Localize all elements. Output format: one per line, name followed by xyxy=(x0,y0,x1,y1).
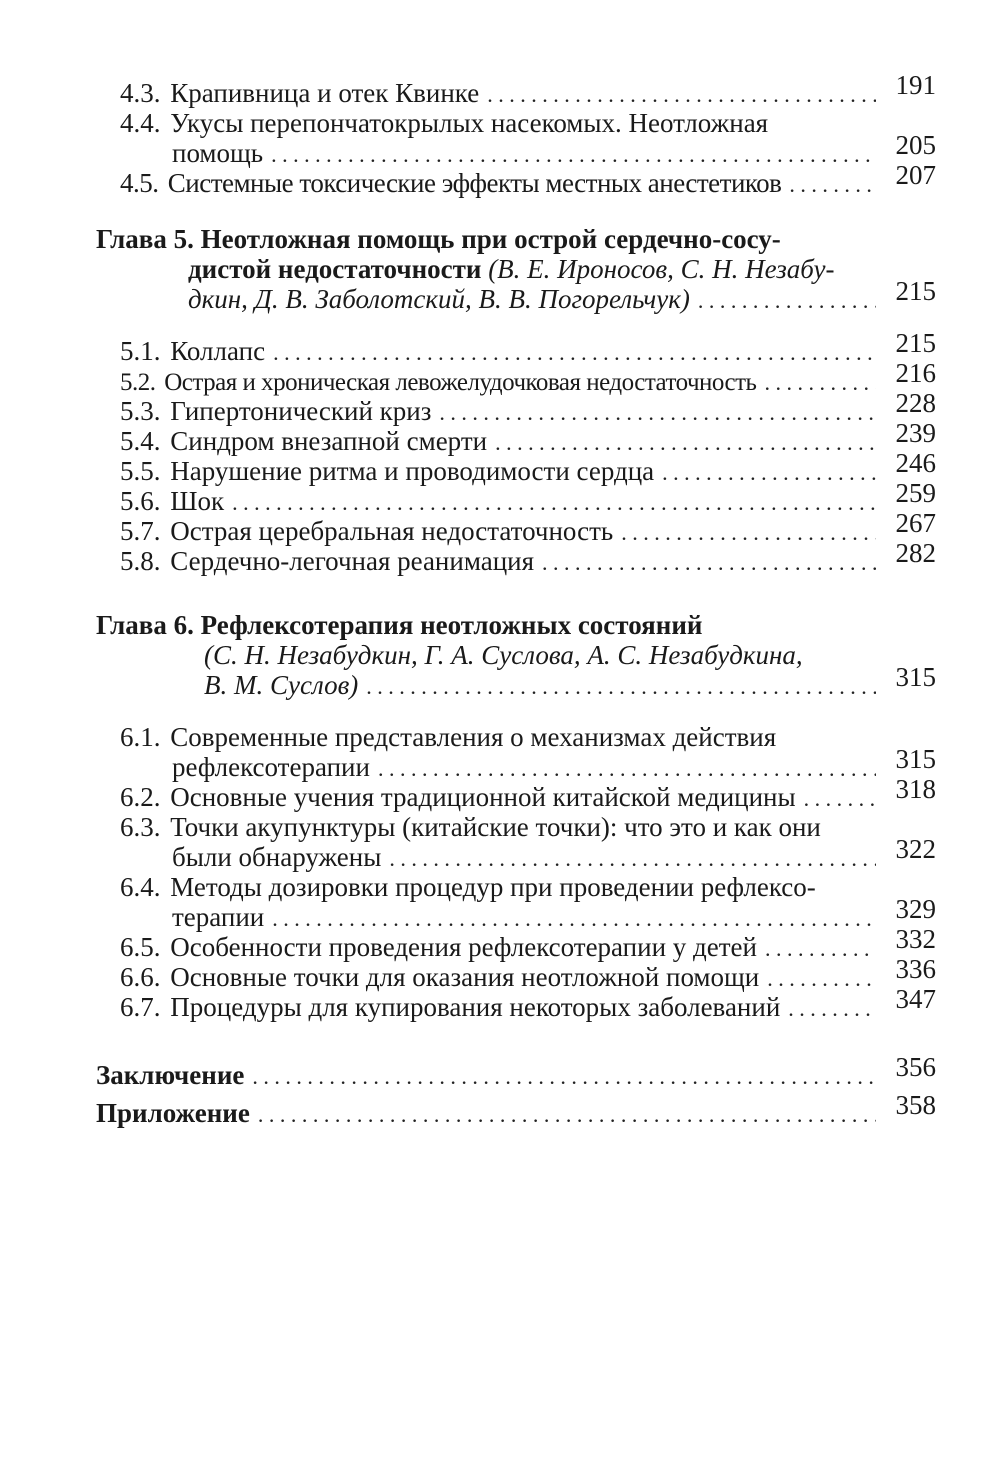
toc-entry-5-3 xyxy=(96,388,936,426)
page-number: 318 xyxy=(895,774,936,804)
page-number: 191 xyxy=(895,70,936,100)
toc-entry-6-2 xyxy=(96,774,936,812)
page-number: 205 xyxy=(895,130,936,160)
section-title-line2: были обнаружены xyxy=(172,842,382,872)
dot-leader xyxy=(698,286,876,316)
section-number: 5.7. xyxy=(120,516,161,546)
chapter-authors-line1: (С. Н. Незабудкин, Г. А. Суслова, А. С. Незабудкина, xyxy=(204,640,803,670)
dot-leader xyxy=(439,398,876,428)
chapter-title-line2: дистой недостаточности xyxy=(188,254,482,284)
dot-leader xyxy=(767,964,876,994)
section-title-line2: рефлексотерапии xyxy=(172,752,370,782)
section-title: Особенности проведения рефлексотерапии у детей xyxy=(170,932,757,962)
section-title-line2: терапии xyxy=(172,902,265,932)
section-title: Основные точки для оказания неотложной помощи xyxy=(170,962,760,992)
toc-entry-5-6 xyxy=(96,478,936,516)
section-title: Системные токсические эффекты местных анестетиков xyxy=(167,168,782,198)
dot-leader xyxy=(232,488,876,518)
table-of-contents xyxy=(96,70,936,1132)
dot-leader xyxy=(662,458,876,488)
page-number: 215 xyxy=(895,328,936,358)
chapter-6-heading xyxy=(96,610,936,640)
section-number: 4.3. xyxy=(120,78,161,108)
chapter-title-line1: Рефлексотерапия неотложных состояний xyxy=(200,610,703,640)
chapter-5-heading-cont xyxy=(96,254,936,284)
section-title: Приложение xyxy=(96,1098,250,1128)
toc-entry-4-4-cont xyxy=(96,130,936,168)
toc-entry-6-6 xyxy=(96,954,936,992)
section-title-line1: Современные представления о механизмах действия xyxy=(170,722,777,752)
toc-entry-6-1 xyxy=(96,722,936,752)
page-number: 332 xyxy=(895,924,936,954)
dot-leader xyxy=(495,428,876,458)
toc-entry-6-4-cont xyxy=(96,894,936,932)
section-title: Коллапс xyxy=(170,336,266,366)
section-title: Крапивница и отек Квинке xyxy=(170,78,480,108)
page-number: 267 xyxy=(895,508,936,538)
section-title: Основные учения традиционной китайской медицины xyxy=(170,782,796,812)
page-number: 259 xyxy=(895,478,936,508)
page-number: 216 xyxy=(895,358,936,388)
section-number: 6.1. xyxy=(120,722,161,752)
chapter-authors-line2: В. М. Суслов) xyxy=(204,670,359,700)
toc-entry-5-5 xyxy=(96,448,936,486)
section-title: Заключение xyxy=(96,1060,245,1090)
dot-leader xyxy=(621,518,876,548)
dot-leader xyxy=(804,784,876,814)
dot-leader xyxy=(252,1058,876,1096)
toc-entry-6-5 xyxy=(96,924,936,962)
dot-leader xyxy=(271,140,876,170)
page-number: 358 xyxy=(895,1090,936,1120)
section-title: Острая церебральная недостаточность xyxy=(170,516,614,546)
toc-entry-appendix xyxy=(96,1090,936,1132)
chapter-5-authors xyxy=(96,276,936,314)
section-number: 6.3. xyxy=(120,812,161,842)
section-title-line2: помощь xyxy=(172,138,264,168)
dot-leader xyxy=(542,548,876,578)
chapter-authors-line1: (В. Е. Ироносов, С. Н. Незабу- xyxy=(488,254,835,284)
page-number: 329 xyxy=(895,894,936,924)
toc-entry-5-4 xyxy=(96,418,936,456)
dot-leader xyxy=(273,338,876,368)
toc-entry-4-4 xyxy=(96,108,936,138)
dot-leader xyxy=(765,934,876,964)
section-number: 5.5. xyxy=(120,456,161,486)
chapter-6-authors-line1 xyxy=(96,640,936,670)
chapter-6-authors-line2 xyxy=(96,662,936,700)
page-number: 282 xyxy=(895,538,936,568)
page-number: 315 xyxy=(895,662,936,692)
dot-leader xyxy=(378,754,876,784)
chapter-5-heading xyxy=(96,224,936,254)
toc-entry-6-7 xyxy=(96,984,936,1022)
section-title: Сердечно-легочная реанимация xyxy=(170,546,535,576)
toc-entry-5-7 xyxy=(96,508,936,546)
section-title: Процедуры для купирования некоторых заболеваний xyxy=(170,992,781,1022)
toc-entry-5-2 xyxy=(96,358,936,396)
toc-entry-6-3-cont xyxy=(96,834,936,872)
dot-leader xyxy=(389,844,876,874)
dot-leader xyxy=(366,672,876,702)
dot-leader xyxy=(789,170,876,200)
page-number: 228 xyxy=(895,388,936,418)
page-number: 322 xyxy=(895,834,936,864)
toc-entry-4-3 xyxy=(96,70,936,108)
toc-entry-conclusion xyxy=(96,1052,936,1094)
chapter-label: Глава 6. xyxy=(96,610,194,640)
section-number: 5.1. xyxy=(120,336,161,366)
section-title-line1: Укусы перепончатокрылых насекомых. Неотложная xyxy=(170,108,769,138)
page-number: 356 xyxy=(895,1052,936,1082)
section-number: 5.2. xyxy=(120,369,156,396)
section-title: Синдром внезапной смерти xyxy=(170,426,488,456)
dot-leader xyxy=(258,1096,876,1134)
toc-entry-5-1 xyxy=(96,328,936,366)
page-number: 246 xyxy=(895,448,936,478)
section-number: 4.5. xyxy=(120,168,159,198)
page-number: 207 xyxy=(895,160,936,190)
section-number: 5.6. xyxy=(120,486,161,516)
section-number: 6.4. xyxy=(120,872,161,902)
page-number: 215 xyxy=(895,276,936,306)
section-title: Нарушение ритма и проводимости сердца xyxy=(170,456,655,486)
section-title: Гипертонический криз xyxy=(170,396,432,426)
chapter-label: Глава 5. xyxy=(96,224,194,254)
section-number: 6.7. xyxy=(120,992,161,1022)
page-number: 315 xyxy=(895,744,936,774)
section-title-line1: Методы дозировки процедур при проведении рефлексо- xyxy=(170,872,816,902)
toc-entry-4-5 xyxy=(96,160,936,198)
dot-leader xyxy=(764,368,876,398)
toc-entry-6-4 xyxy=(96,872,936,902)
section-title: Шок xyxy=(170,486,225,516)
dot-leader xyxy=(272,904,876,934)
section-number: 5.4. xyxy=(120,426,161,456)
dot-leader xyxy=(487,80,876,110)
section-title-line1: Точки акупунктуры (китайские точки): что это и как они xyxy=(170,812,821,842)
section-number: 5.3. xyxy=(120,396,161,426)
section-number: 4.4. xyxy=(120,108,161,138)
toc-entry-6-3 xyxy=(96,812,936,842)
section-number: 5.8. xyxy=(120,546,161,576)
toc-entry-6-1-cont xyxy=(96,744,936,782)
toc-entry-5-8 xyxy=(96,538,936,576)
chapter-title-line1: Неотложная помощь при острой сердечно-сосу- xyxy=(200,224,781,254)
section-number: 6.5. xyxy=(120,932,161,962)
section-number: 6.2. xyxy=(120,782,161,812)
page-number: 347 xyxy=(895,984,936,1014)
dot-leader xyxy=(788,994,876,1024)
chapter-authors-line2: дкин, Д. В. Заболотский, В. В. Погорельчук) xyxy=(188,284,690,314)
section-number: 6.6. xyxy=(120,962,161,992)
section-title: Острая и хроническая левожелудочковая недостаточность xyxy=(164,369,757,396)
page-number: 336 xyxy=(895,954,936,984)
page-number: 239 xyxy=(895,418,936,448)
